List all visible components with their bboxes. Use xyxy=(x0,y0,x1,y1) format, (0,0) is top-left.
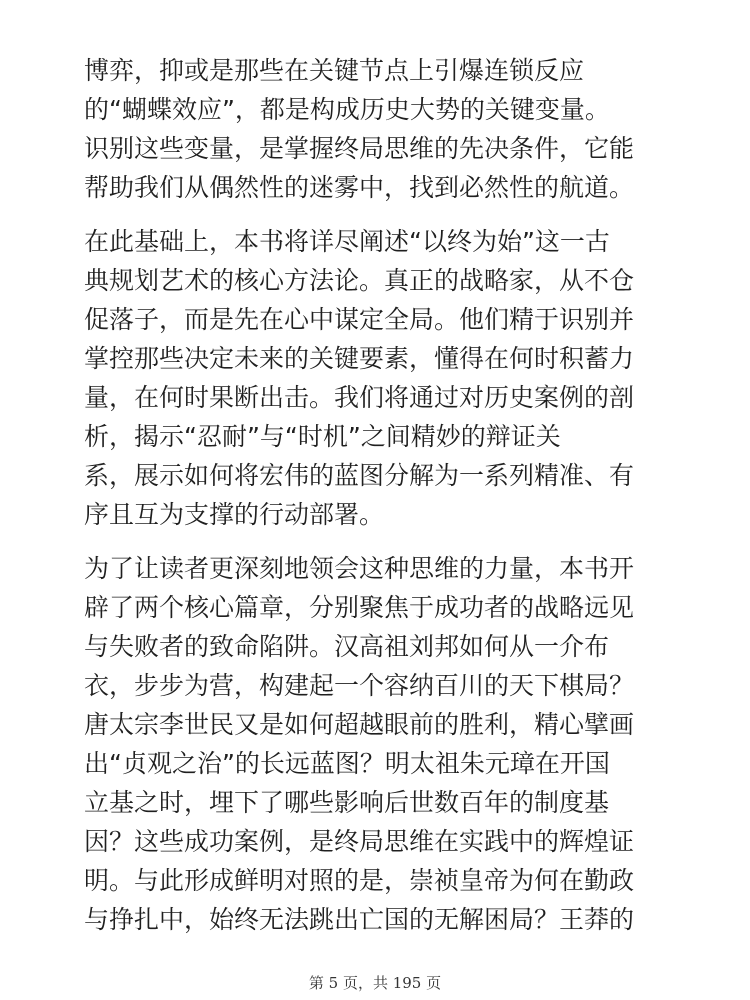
text-line: 与挣扎中，始终无法跳出亡国的无解困局？王莽的 xyxy=(84,905,635,934)
text-line: 立基之时，埋下了哪些影响后世数百年的制度基 xyxy=(84,788,610,817)
text-line: 辟了两个核心篇章，分别聚焦于成功者的战略远见 xyxy=(84,593,635,622)
text-line: 在此基础上，本书将详尽阐述“以终为始”这一古 xyxy=(84,227,610,256)
text-line: 衣，步步为营，构建起一个容纳百川的天下棋局？ xyxy=(84,671,635,700)
text-line: 为了让读者更深刻地领会这种思维的力量，本书开 xyxy=(84,554,635,583)
text-line: 序且互为支撑的行动部署。 xyxy=(84,500,385,529)
body-text xyxy=(84,51,674,954)
text-line: 量，在何时果断出击。我们将通过对历史案例的剖 xyxy=(84,383,635,412)
text-line: 因？这些成功案例，是终局思维在实践中的辉煌证 xyxy=(84,827,635,856)
text-line: 出“贞观之治”的长远蓝图？明太祖朱元璋在开国 xyxy=(84,749,610,778)
text-line: 与失败者的致命陷阱。汉高祖刘邦如何从一介布 xyxy=(84,632,610,661)
text-line: 博弈，抑或是那些在关键节点上引爆连锁反应 xyxy=(84,56,585,85)
page-number-footer: 第 5 页，共 195 页 xyxy=(308,974,442,992)
text-line: 典规划艺术的核心方法论。真正的战略家，从不仓 xyxy=(84,266,635,295)
text-line: 的“蝴蝶效应”，都是构成历史大势的关键变量。 xyxy=(84,95,610,124)
text-line: 识别这些变量，是掌握终局思维的先决条件，它能 xyxy=(84,134,635,163)
text-line: 唐太宗李世民又是如何超越眼前的胜利，精心擘画 xyxy=(84,710,635,739)
text-line: 析，揭示“忍耐”与“时机”之间精妙的辩证关 xyxy=(84,422,561,451)
text-line: 明。与此形成鲜明对照的是，崇祯皇帝为何在勤政 xyxy=(84,866,635,895)
text-line: 掌控那些决定未来的关键要素，懂得在何时积蓄力 xyxy=(84,344,635,373)
paragraph xyxy=(84,549,674,939)
text-line: 帮助我们从偶然性的迷雾中，找到必然性的航道。 xyxy=(84,173,635,202)
paragraph xyxy=(84,51,674,207)
paragraph xyxy=(84,222,674,534)
text-line: 促落子，而是先在心中谋定全局。他们精于识别并 xyxy=(84,305,635,334)
text-line: 系，展示如何将宏伟的蓝图分解为一系列精准、有 xyxy=(84,461,635,490)
